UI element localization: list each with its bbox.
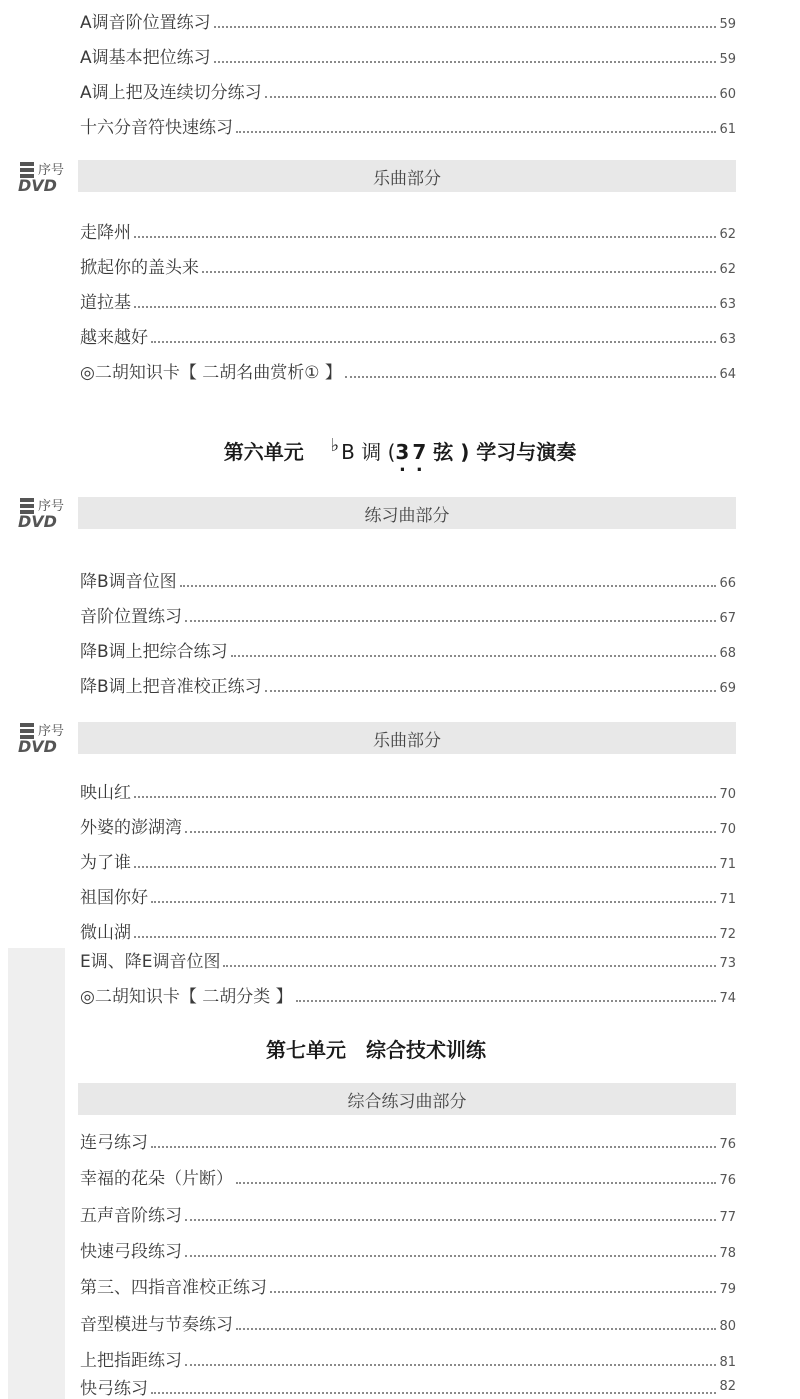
svg-text:序号: 序号 <box>38 724 65 739</box>
toc-item[interactable]: 快速弓段练习 78 <box>80 1242 736 1262</box>
leader-dots <box>185 1219 716 1221</box>
toc-item[interactable]: 上把指距练习 81 <box>80 1351 736 1371</box>
toc-item[interactable]: 降B调上把综合练习 68 <box>80 642 736 662</box>
toc-item[interactable]: 道拉基 63 <box>80 293 736 313</box>
section-header: 乐曲部分 <box>78 722 736 754</box>
toc-item[interactable]: 连弓练习 76 <box>80 1133 736 1153</box>
leader-dots <box>134 236 716 238</box>
leader-dots <box>265 96 717 98</box>
toc-item[interactable]: 降B调音位图 66 <box>80 572 736 592</box>
toc-item[interactable]: ◎二胡知识卡【 二胡名曲赏析① 】 64 <box>80 363 736 383</box>
leader-dots <box>185 1255 716 1257</box>
toc-item[interactable]: 快弓练习 82 <box>80 1379 736 1399</box>
leader-dots <box>214 61 717 63</box>
leader-dots <box>151 1392 716 1394</box>
leader-dots <box>134 796 716 798</box>
unit-heading: 第六单元 ♭ B 调 (3 . 7 . 弦 ) 学习与演奏 <box>0 436 800 465</box>
svg-text:序号: 序号 <box>38 163 65 178</box>
leader-dots <box>236 1328 716 1330</box>
left-margin-strip <box>8 948 65 1399</box>
unit-heading: 第七单元 综合技术训练 <box>266 1038 486 1062</box>
leader-dots <box>151 901 716 903</box>
toc-item[interactable]: 祖国你好 71 <box>80 888 736 908</box>
leader-dots <box>151 1146 716 1148</box>
section-header: 乐曲部分 <box>78 160 736 192</box>
toc-item[interactable]: 外婆的澎湖湾 70 <box>80 818 736 838</box>
leader-dots <box>223 965 716 967</box>
leader-dots <box>236 131 716 133</box>
leader-dots <box>134 936 716 938</box>
leader-dots <box>134 306 716 308</box>
toc-item[interactable]: 十六分音符快速练习 61 <box>80 118 736 138</box>
leader-dots <box>214 26 717 28</box>
dvd-icon <box>18 721 80 755</box>
leader-dots <box>151 341 716 343</box>
leader-dots <box>236 1182 716 1184</box>
toc-item[interactable]: 微山湖 72 <box>80 923 736 943</box>
note-numeral: 3 . <box>395 440 409 464</box>
leader-dots <box>180 585 717 587</box>
toc-item[interactable]: 为了谁 71 <box>80 853 736 873</box>
toc-item[interactable]: ◎二胡知识卡【 二胡分类 】 74 <box>80 987 736 1007</box>
dvd-icon <box>18 160 80 194</box>
toc-item[interactable]: A调上把及连续切分练习 60 <box>80 83 736 103</box>
toc-item[interactable]: 音型模进与节奏练习 80 <box>80 1315 736 1335</box>
toc-item[interactable]: 映山红 70 <box>80 783 736 803</box>
note-numeral: 7 . <box>412 440 426 464</box>
leader-dots <box>296 1000 717 1002</box>
toc-item[interactable]: 音阶位置练习 67 <box>80 607 736 627</box>
leader-dots <box>134 866 716 868</box>
toc-item[interactable]: A调基本把位练习 59 <box>80 48 736 68</box>
svg-text:DVD: DVD <box>18 512 57 530</box>
section-header: 练习曲部分 <box>78 497 736 529</box>
toc-item[interactable]: 幸福的花朵（片断） 76 <box>80 1169 736 1189</box>
leader-dots <box>185 831 716 833</box>
leader-dots <box>185 620 716 622</box>
svg-text:DVD: DVD <box>18 176 57 194</box>
toc-item[interactable]: 降B调上把音准校正练习 69 <box>80 677 736 697</box>
svg-text:序号: 序号 <box>38 499 65 514</box>
flat-sign: ♭ <box>330 435 340 456</box>
toc-item[interactable]: A调音阶位置练习 59 <box>80 13 736 33</box>
svg-text:DVD: DVD <box>18 737 57 755</box>
leader-dots <box>231 655 717 657</box>
leader-dots <box>202 271 716 273</box>
toc-item[interactable]: 掀起你的盖头来 62 <box>80 258 736 278</box>
leader-dots <box>265 690 717 692</box>
dvd-icon <box>18 496 80 530</box>
toc-item[interactable]: E调、降E调音位图 73 <box>80 952 736 972</box>
toc-item[interactable]: 越来越好 63 <box>80 328 736 348</box>
toc-item[interactable]: 第三、四指音准校正练习 79 <box>80 1278 736 1298</box>
toc-item[interactable]: 走降州 62 <box>80 223 736 243</box>
leader-dots <box>185 1364 716 1366</box>
section-header: 综合练习曲部分 <box>78 1083 736 1115</box>
leader-dots <box>345 376 717 378</box>
toc-item[interactable]: 五声音阶练习 77 <box>80 1206 736 1226</box>
leader-dots <box>270 1291 716 1293</box>
